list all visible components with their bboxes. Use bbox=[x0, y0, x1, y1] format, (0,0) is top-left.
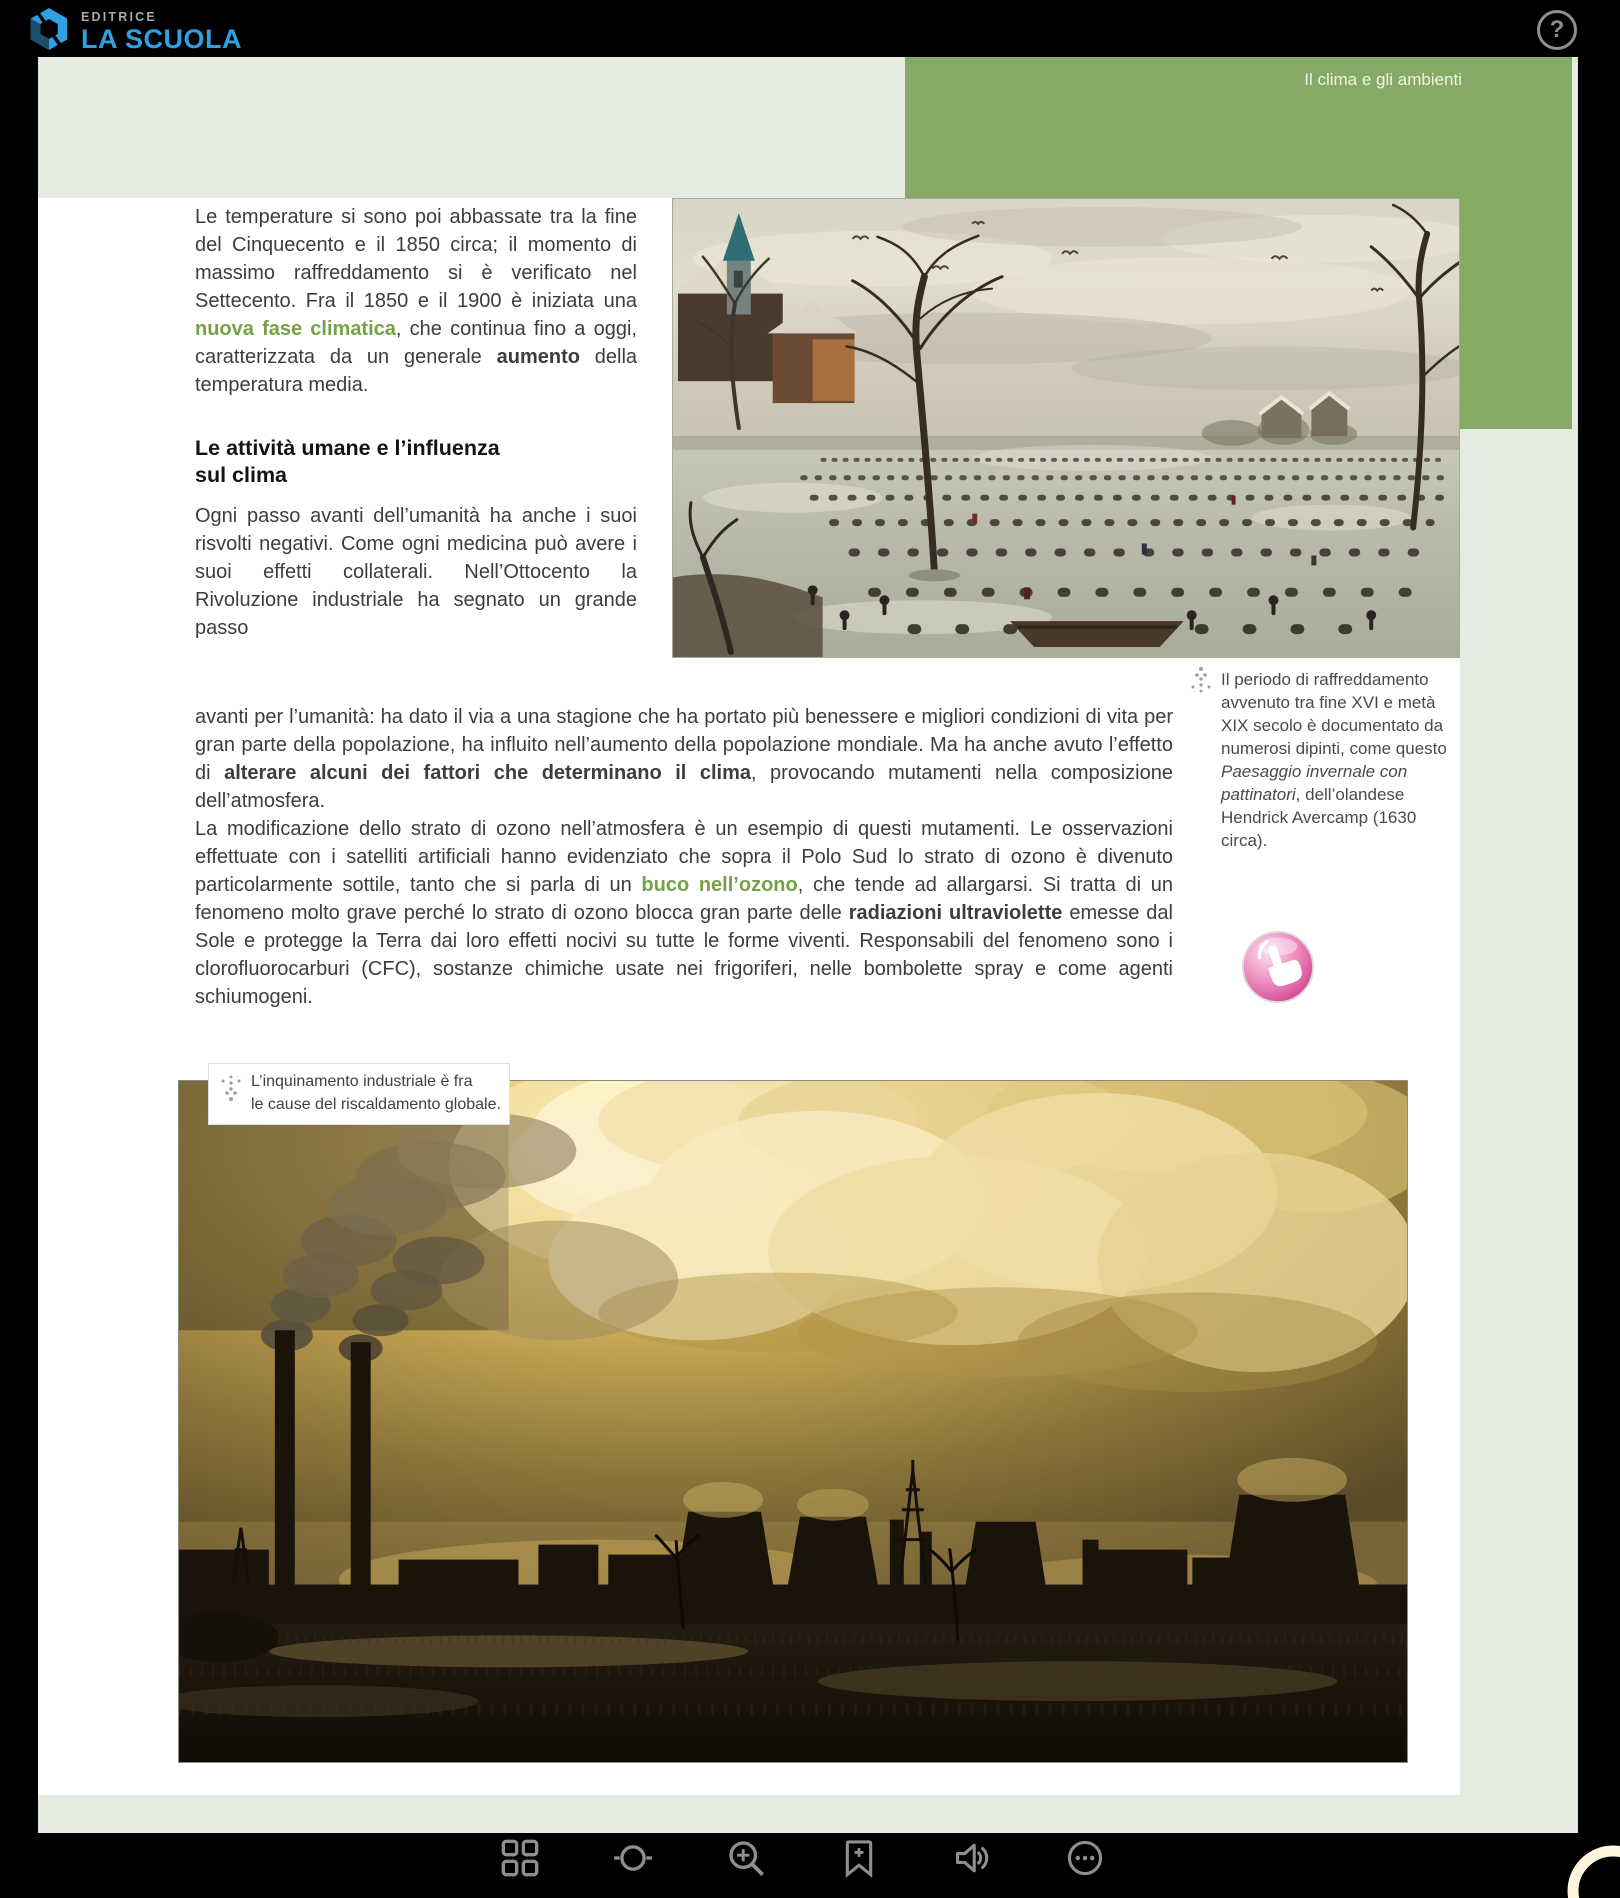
fab-ring-icon bbox=[1573, 1851, 1620, 1898]
corner-action-arc[interactable] bbox=[1556, 1834, 1620, 1898]
focus-icon bbox=[614, 1847, 652, 1869]
photo-caption-box: L’inquinamento industriale è fra le cause del riscaldamento globale. bbox=[208, 1063, 510, 1125]
help-button[interactable] bbox=[1537, 10, 1577, 50]
caption-marker-icon bbox=[1188, 665, 1214, 695]
text-column-narrow bbox=[195, 203, 637, 642]
hexagon-logo-icon bbox=[26, 5, 72, 58]
tap-interactive-button[interactable] bbox=[1240, 929, 1316, 1005]
read-aloud-button[interactable] bbox=[952, 1838, 992, 1878]
paragraph-ozone: La modificazione dello strato di ozono nell’atmosfera è un esempio di questi mutamenti. Le osservazioni effettuate con i satelliti artificiali hanno evidenziato che sopra il Polo Sud lo strato di ozono è divenuto particolarmente sottile, tanto che si parla di un buco nell’ozono, che tende ad allargarsi. Si tratta di un fenomeno molto grave perché lo strato di ozono blocca gran parte delle radiazioni ultraviolette emesse dal Sole e protegge la Terra dai loro effetti nocivi su tutte le forme viventi. Responsabili del fenomeno sono i clorofluorocarburi (CFC), sostanze chimiche usate nei frigoriferi, nelle bombolette spray e come agenti schiumogeni. bbox=[195, 818, 1174, 1008]
brand-text bbox=[81, 10, 242, 54]
question-mark-icon: ? bbox=[1549, 16, 1565, 43]
zoom-in-icon bbox=[731, 1843, 763, 1875]
ellipsis-icon bbox=[1069, 1842, 1100, 1873]
grid-icon bbox=[503, 1841, 536, 1874]
focus-mode-button[interactable] bbox=[613, 1838, 653, 1878]
add-bookmark-button[interactable] bbox=[839, 1838, 879, 1878]
intro-paragraph: Le temperature si sono poi abbassate tra la fine del Cinquecento e il 1850 circa; il momento di massimo raffreddamento si è verificato nel Settecento. Fra il 1850 e il 1900 è iniziata una nuova fase climatica, che continua fino a oggi, caratterizzata da un generale aumento della temperatura media. bbox=[195, 206, 638, 396]
thumbnails-grid-button[interactable] bbox=[500, 1838, 540, 1878]
bottom-toolbar bbox=[500, 1838, 1105, 1878]
section-heading: Le attività umane e l’influenza sul clima bbox=[195, 436, 500, 487]
text-column-wide bbox=[195, 703, 1173, 1011]
more-options-button[interactable] bbox=[1065, 1838, 1105, 1878]
winter-painting-image bbox=[672, 198, 1460, 658]
photo-caption: L’inquinamento industriale è fra bbox=[251, 1073, 473, 1090]
brand-logo[interactable] bbox=[26, 5, 242, 58]
paragraph-human-activities-end: avanti per l’umanità: ha dato il via a una stagione che ha portato più benessere e migliori condizioni di vita per gran parte della popolazione, ha influito nell’aumento della popolazione mondiale. Ma ha anche avuto l’effetto di alterare alcuni dei fattori che determinano il clima, provocando mutamenti nella composizione dell’atmosfera. bbox=[195, 706, 1173, 812]
section-title: Il clima e gli ambienti bbox=[1304, 70, 1462, 89]
book-page-spread bbox=[38, 57, 1578, 1833]
zoom-in-button[interactable] bbox=[726, 1838, 766, 1878]
top-bar bbox=[0, 0, 1620, 57]
paragraph-human-activities-start: Ogni passo avanti dell’umanità ha anche i suoi risvolti negativi. Come ogni medicina può avere i suoi effetti collaterali. Nell’Ottocento la Rivoluzione industriale ha segnato un grande passo bbox=[195, 505, 637, 639]
brand-la-scuola: LA SCUOLA bbox=[81, 23, 242, 54]
painting-caption: Il periodo di raffreddamento avvenuto tra fine XVI e metà XIX secolo è documentato da numerosi dipinti, come questo Paesaggio invernale con pattinatori, dell’olandese Hendrick Avercamp (1630 circa). bbox=[1221, 670, 1447, 850]
brand-editrice: EDITRICE bbox=[81, 9, 157, 24]
bookmark-plus-icon bbox=[847, 1842, 870, 1875]
speaker-icon bbox=[958, 1845, 987, 1871]
caption-marker-icon bbox=[218, 1073, 244, 1103]
industrial-pollution-photo bbox=[178, 1080, 1408, 1763]
